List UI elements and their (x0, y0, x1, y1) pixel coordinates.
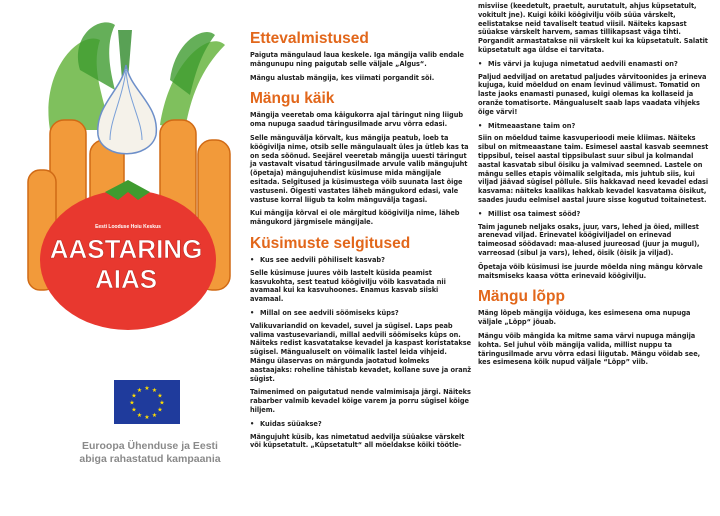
paragraph: Kui mängija kõrval ei ole märgitud köögivilja nime, läheb mängukord järgmisele mängijale. (250, 209, 460, 227)
section-title-gameplay: Mängu käik (250, 90, 335, 108)
svg-text:★: ★ (159, 399, 165, 407)
paragraph: Mäng lõpeb mängija võiduga, kes esimesena oma nupuga väljale „Lõpp“ jõuab. (478, 309, 691, 327)
section-title-preparations: Ettevalmistused (250, 30, 369, 47)
vegetable-illustration (10, 10, 242, 340)
paragraph: Mängujuht küsib, kas nimetatud aedvilja süüakse värskelt või küpsetatult. „Küpsetatult“ all mõeldakse kõiki töötle- (250, 432, 465, 450)
eu-caption-line1: Euroopa Ühenduse ja Eesti (82, 440, 218, 452)
question-item: • Mitmeaastane taim on? (478, 122, 710, 131)
middle-column (250, 30, 472, 455)
paragraph: Mängija veeretab oma käigukorra ajal täringut ning liigub oma nupuga saadud täringusilmade arvu võrra edasi. (250, 111, 464, 129)
eu-caption (60, 440, 240, 466)
eu-flag-icon (114, 380, 180, 424)
paragraph: Mängu võib mängida ka mitme sama värvi nupuga mängija kohta. Sel juhul võib mängija valida, millist nuppu ta täringusilmade arvu võrra edasi liigutab. Mängu võidab see, kes esimesena kõik nupud väljale “Lõpp” viib. (478, 331, 701, 367)
paragraph: Taimenimed on paigutatud nende valmimisaja järgi. Näiteks rabarber valmib kevadel kõige varem ja porru sügisel kõige hiljem. (250, 388, 471, 414)
paragraph: Siin on mõeldud taime kasvuperioodi meie kliimas. Näiteks sibul on mitmeaastane taim. Esimesel aastal kasvab seemnest tippsibul, teisel aastal tippsibulast suur sibul ja kolmandal aastal kasvatab sibul õisiku ja valmivad seemned. Lastele on mängu selles etapis võimalik selgitada, mis juhtub siis, kui viljad jäävad sügisel põllule. Siis hakkavad need kevadel edasi kasvama: näiteks kaalikas hakkab kevadel kasvatama õisikut, saades juudu eelmisel aastal juure sisse kogutud toitainetest. (478, 134, 709, 204)
question-item: • Millist osa taimest sööd? (478, 210, 710, 219)
svg-text:★: ★ (144, 385, 150, 392)
svg-text:★: ★ (129, 399, 135, 407)
svg-text:★: ★ (157, 406, 163, 414)
svg-text:★: ★ (157, 392, 163, 400)
svg-text:★: ★ (151, 387, 158, 394)
paragraph: Selle küsimuse juures võib lastelt küsida peamist kasvukohta, sest teatud köögivilju võib kasvatada nii avamaal kui ka kasvuhoones. Enamus kasvab siiski avamaal. (250, 268, 446, 304)
section-title-game-end: Mängu lõpp (478, 288, 565, 306)
question-item: • Kus see aedvili põhiliselt kasvab? (250, 256, 472, 265)
paragraph: Õpetaja võib küsimusi ise juurde mõelda ning mängu kõrvale maitsmiseks kaasa võtta erinevaid köögivilju. (478, 262, 703, 280)
svg-text:★: ★ (144, 414, 150, 421)
paragraph: Paljud aedviljad on aretatud paljudes värvitoonides ja erineva kujuga, kuid mõeldud on enam levinud välimust. Tomatid on laste jaoks enamasti punased, kuigi olemas ka kollaseid ja oranže tomatisorte. Mängualuselt saab laps vaadata vihjeks õige värvi! (478, 72, 707, 116)
eu-caption-line2: abiga rahastatud kampaania (79, 453, 221, 465)
svg-text:★: ★ (136, 387, 143, 394)
paragraph: Selle mänguvälja kõrvalt, kus mängija peatub, loeb ta köögivilja nime, otsib selle mängulaualt üles ja ütleb kas ta on seda sõõnud. Seejärel veeretab mängija uuesti täringut ja vastavalt visatud täringusilmade arvule valib mängujuht (õpetaja) mängujuhendist küsimuse mida mängijale esitada. Selgitused ja küsimustega võib suunata last õige vastuseni. Õigesti vastates läheb mängukord edasi, vale vastuse korral liigub ta kolm mänguvälja tagasi. (250, 133, 469, 204)
left-panel (0, 0, 245, 516)
section-title-questions: Küsimuste selgitused (250, 234, 411, 252)
right-column (478, 2, 710, 372)
svg-text:★: ★ (131, 406, 137, 414)
svg-text:Eesti Looduse Hoiu Keskus: Eesti Looduse Hoiu Keskus (95, 224, 161, 230)
svg-text:AASTARING: AASTARING (49, 234, 203, 264)
paragraph: Paiguta mängulaud laua keskele. Iga mängija valib endale mängunupu ning paigutab selle väljale „Algus“. (250, 51, 464, 68)
paragraph: misviise (keedetult, praetult, aurutatult, ahjus küpsetatult, vokitult jne). Kuigi kõiki köögivilju võib süüa värskelt, eelistatakse neid tavaliselt teatud viisil. Näiteks kapsast süüakse värskelt harvem, samas tillikapsast väga tihti. Porgandit armastatakse nii värskelt kui ka küpsetatult. Salatit küpsetatult aga üldse ei tarvitata. (478, 2, 708, 54)
question-item: • Kuidas süüakse? (250, 420, 472, 429)
svg-text:★: ★ (131, 392, 137, 400)
paragraph: Valikuvariandid on kevadel, suvel ja sügisel. Laps peab valima vastusevariandi, millal aedvili söömiseks küps on. Näiteks redist kasvatatakse kevadel ja kaspast koristatakse sügisel. Mängualuselt on võimalik lastel leida vihjeid. Mängu ülaservas on märgunda jaotatud kolmeks aastaajaks: roheline tähistab kevadet, kollane suve ja oranž sügist. (250, 321, 472, 383)
question-item: • Millal on see aedvili söömiseks küps? (250, 309, 472, 318)
svg-text:★: ★ (136, 412, 143, 419)
svg-text:★: ★ (151, 412, 158, 419)
question-item: • Mis värvi ja kujuga nimetatud aedvili enamasti on? (478, 60, 710, 69)
paragraph: Mängu alustab mängija, kes viimati porgandit sõi. (250, 73, 435, 82)
paragraph: Taim jaguneb neljaks osaks, juur, vars, lehed ja õied, millest arenevad viljad. Erinevatel köögiviljadel on erinevad taimeosad söödavad: maa-alused juureosad (juur ja mugul), varreosad (sibul ja vars), lehed, õisik (õisik ja viljad). (478, 222, 700, 257)
svg-text:AIAS: AIAS (94, 264, 158, 294)
